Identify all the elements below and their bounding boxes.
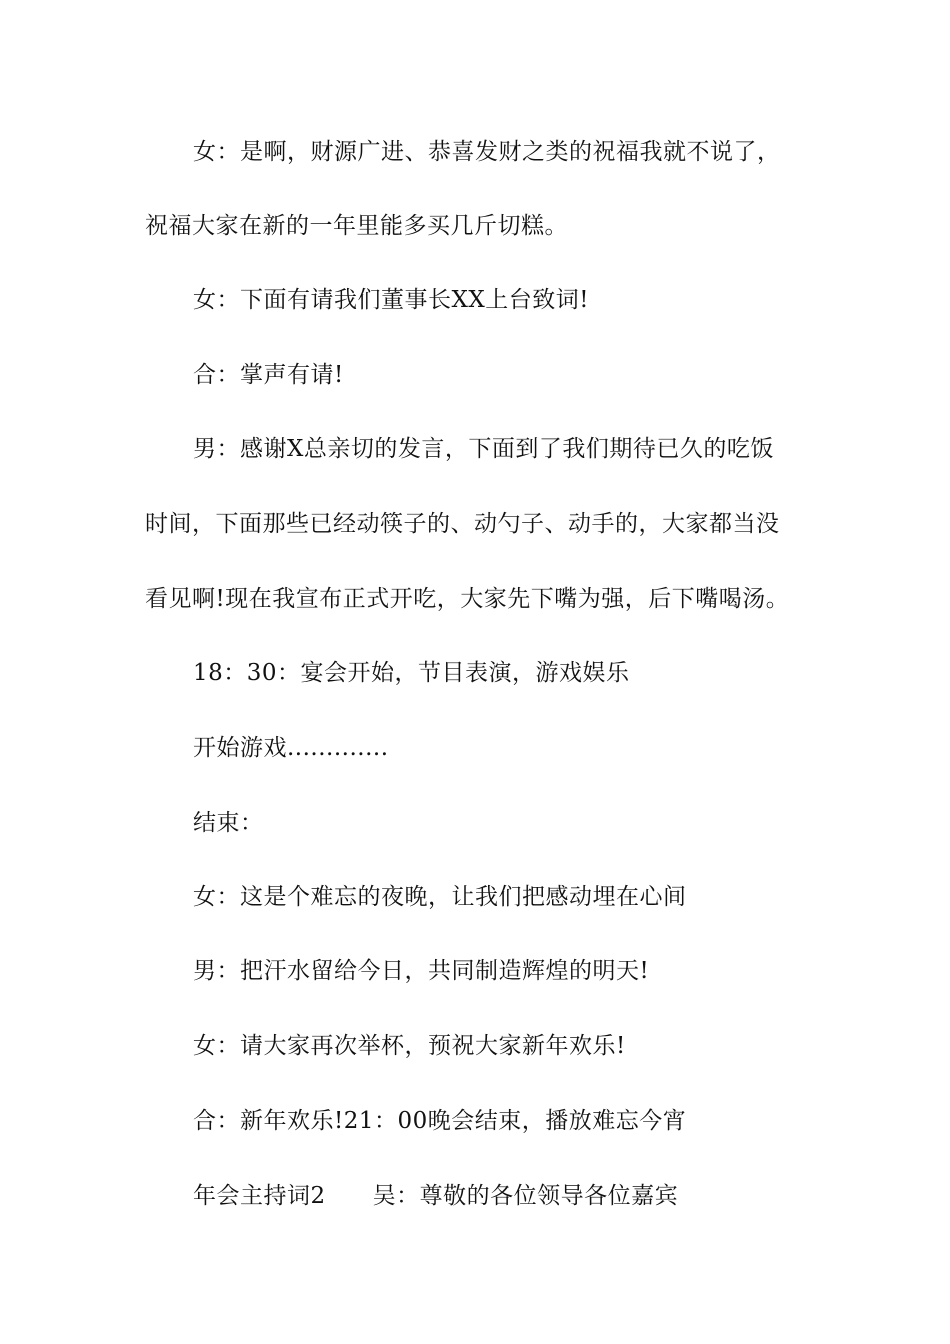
text-line: 女：请大家再次举杯，预祝大家新年欢乐! — [193, 1033, 626, 1059]
text-line: 年会主持词2 吴：尊敬的各位领导各位嘉宾 — [193, 1183, 679, 1209]
text-line: 开始游戏............. — [193, 735, 389, 761]
text-line: 女：下面有请我们董事长XX上台致词! — [193, 287, 589, 313]
text-line: 时间，下面那些已经动筷子的、动勺子、动手的，大家都当没 — [145, 511, 780, 537]
text-line: 18：30：宴会开始，节目表演，游戏娱乐 — [193, 660, 630, 686]
text-line: 看见啊!现在我宣布正式开吃，大家先下嘴为强，后下嘴喝汤。 — [145, 586, 790, 612]
text-line: 女：是啊，财源广进、恭喜发财之类的祝福我就不说了， — [193, 139, 781, 165]
text-line: 祝福大家在新的一年里能多买几斤切糕。 — [145, 213, 568, 239]
text-line: 合：新年欢乐!21：00晚会结束，播放难忘今宵 — [193, 1108, 687, 1134]
text-line: 男：把汗水留给今日，共同制造辉煌的明天! — [193, 958, 650, 984]
text-line: 合：掌声有请! — [193, 362, 344, 388]
text-line: 女：这是个难忘的夜晚，让我们把感动埋在心间 — [193, 884, 687, 910]
text-line: 结束： — [193, 810, 264, 836]
text-line: 男：感谢X总亲切的发言，下面到了我们期待已久的吃饭 — [193, 436, 774, 462]
